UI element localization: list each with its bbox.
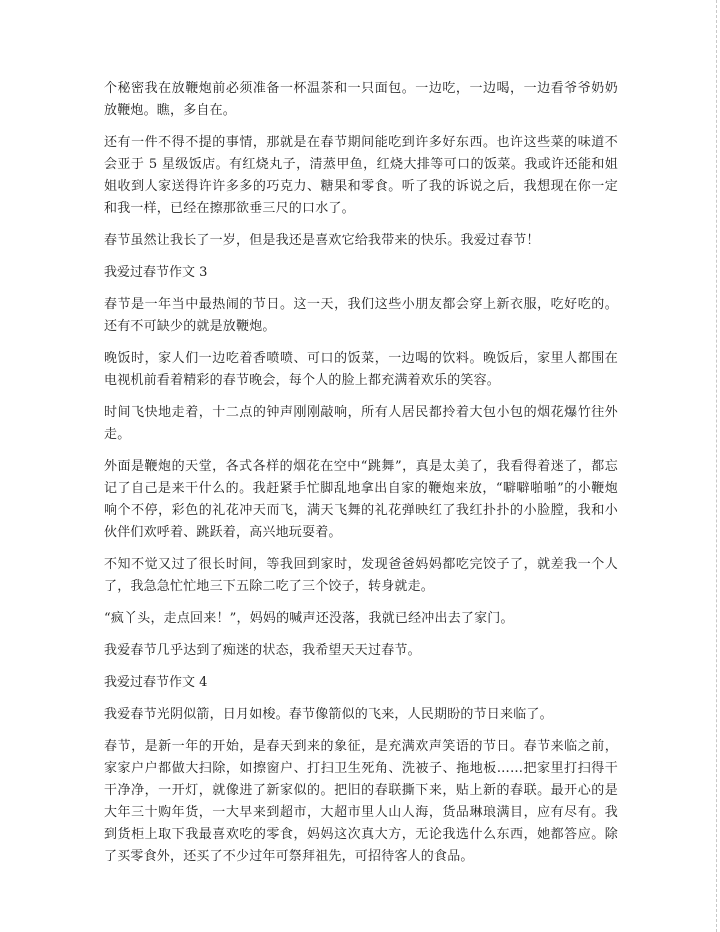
- paragraph-7: 外面是鞭炮的天堂，各式各样的烟花在空中“跳舞”，真是太美了，我看得着迷了，都忘记了自己是来干什么的。我赶紧手忙脚乱地拿出自家的鞭炮来放，“噼噼啪啪”的小鞭炮响个不停，彩色的礼花冲天而飞，满天飞舞的礼花弹映红了我红扑扑的小脸膛，我和小伙伴们欢呼着、跳跃着，高兴地玩耍着。: [104, 459, 618, 540]
- section-heading-4: 我爱过春节作文 4: [104, 675, 208, 690]
- paragraph-10: 我爱春节几乎达到了痴迷的状态，我希望天天过春节。: [104, 643, 421, 658]
- paragraph-1: 个秘密我在放鞭炮前必须准备一杯温茶和一只面包。一边吃，一边喝，一边看爷爷奶奶放鞭炮。瞧，多自在。: [104, 81, 618, 118]
- paragraph-9: “疯丫头，走点回来！”，妈妈的喊声还没落，我就已经冲出去了家门。: [104, 611, 514, 626]
- paragraph-5: 晚饭时，家人们一边吃着香喷喷、可口的饭菜，一边喝的饮料。晚饭后，家里人都围在电视机前看着精彩的春节晚会，每个人的脸上都充满着欢乐的笑容。: [104, 351, 618, 388]
- paragraph-4: 春节是一年当中最热闹的节日。这一天，我们这些小朋友都会穿上新衣服，吃好吃的。还有不可缺少的就是放鞭炮。: [104, 297, 618, 334]
- paragraph-6: 时间飞快地走着，十二点的钟声刚刚敲响，所有人居民都拎着大包小包的烟花爆竹往外走。: [104, 405, 618, 442]
- page-edge-divider: [716, 0, 717, 932]
- essay-body: [104, 78, 618, 878]
- paragraph-2: 还有一件不得不提的事情，那就是在春节期间能吃到许多好东西。也许这些菜的味道不会亚于 5 星级饭店。有红烧丸子，清蒸甲鱼，红烧大排等可口的饭菜。我或许还能和姐姐收到人家送得许许多多的巧克力、糖果和零食。听了我的诉说之后，我想现在你一定和我一样，已经在擦那欲垂三尺的口水了。: [104, 135, 618, 216]
- paragraph-3: 春节虽然让我长了一岁，但是我还是喜欢它给我带来的快乐。我爱过春节！: [104, 233, 540, 248]
- paragraph-8: 不知不觉又过了很长时间，等我回到家时，发现爸爸妈妈都吃完饺子了，就差我一个人了，我急急忙忙地三下五除二吃了三个饺子，转身就走。: [104, 557, 618, 594]
- paragraph-11: 我爱春节光阴似箭，日月如梭。春节像箭似的飞来，人民期盼的节日来临了。: [104, 707, 553, 722]
- section-heading-3: 我爱过春节作文 3: [104, 265, 208, 280]
- paragraph-12: 春节，是新一年的开始，是春天到来的象征，是充满欢声笑语的节日。春节来临之前，家家户户都做大扫除，如擦窗户、打扫卫生死角、洗被子、拖地板……把家里打扫得干干净净，一开灯，就像进了新家似的。把旧的春联撕下来，贴上新的春联。最开心的是大年三十购年货，一大早来到超市，大超市里人山人海，货品琳琅满目，应有尽有。我到货柜上取下我最喜欢吃的零食，妈妈这次真大方，无论我选什么东西，她都答应。除了买零食外，还买了不少过年可祭拜祖先，可招待客人的食品。: [104, 739, 618, 864]
